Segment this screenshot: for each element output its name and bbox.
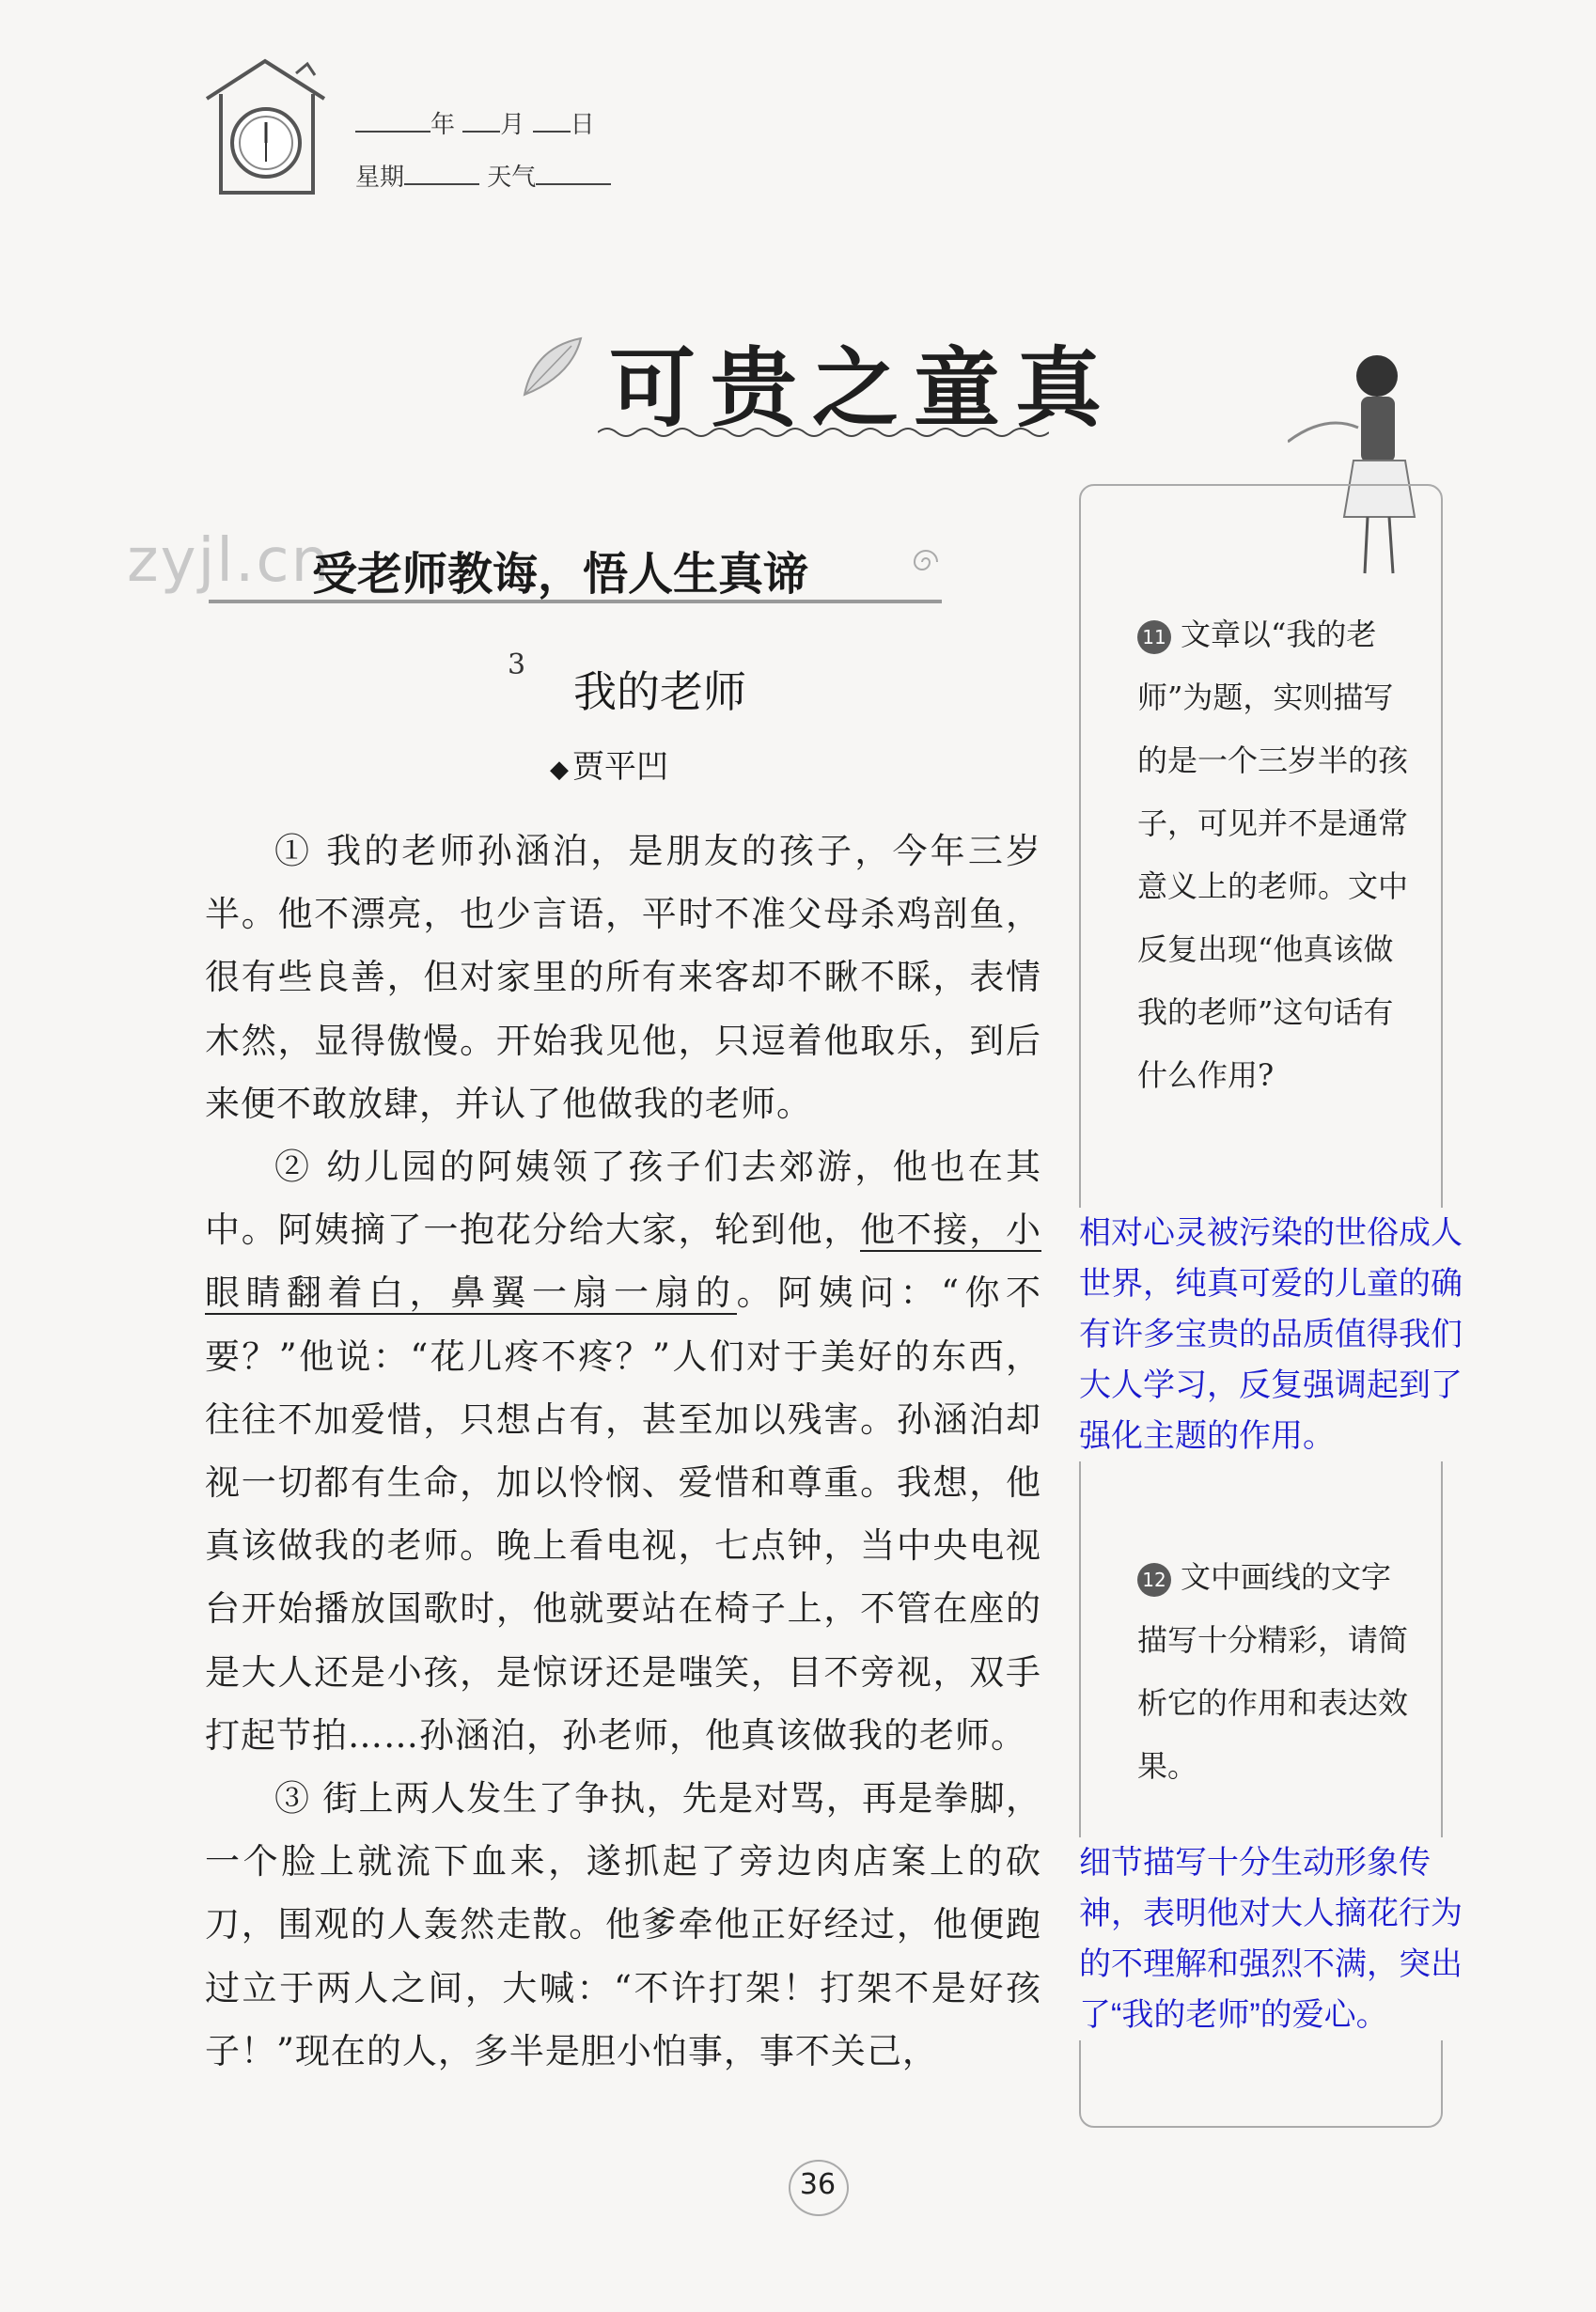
year-label: 年 <box>430 111 456 139</box>
month-label: 月 <box>500 111 525 139</box>
month-blank[interactable] <box>462 104 500 133</box>
section-underline <box>209 598 942 605</box>
section-title: 受老师教诲，悟人生真谛 <box>312 548 809 601</box>
article-title: 我的老师 <box>573 666 746 717</box>
title-wave-divider <box>598 423 1049 442</box>
page-title: 可贵之童真 <box>609 337 1118 439</box>
watermark: zyjl.cn <box>127 526 332 596</box>
paragraph-2-text-b: 。阿姨问：“你不要？”他说：“花儿疼不疼？”人们对于美好的东西，往往不加爱惜，只想占有，甚至加以残害。孙涵泊却视一切都有生命，加以怜悯、爱惜和尊重。我想，他真该做我的老师。晚上看电视，七点钟，当中央电视台开始播放国歌时，他就要站在椅子上，不管在座的是大人还是小孩，是惊讶还是嗤笑，目不旁视，双手打起节拍……孙涵泊，孙老师，他真该做我的老师。 <box>205 1273 1042 1756</box>
page-number: 36 <box>785 2152 851 2218</box>
article-author: ◆ 贾平凹 <box>550 741 668 787</box>
question-11 <box>1137 603 1419 1107</box>
paragraph-3: ③ 街上两人发生了争执，先是对骂，再是拳脚，一个脸上就流下血来，遂抓起了旁边肉店案上的砍刀，围观的人轰然走散。他爹牵他正好经过，他便跑过立于两人之间，大喊：“不许打架！打架不是好孩子！”现在的人，多半是胆小怕事，事不关己， <box>205 1778 1041 2071</box>
article-number: 3 <box>508 648 526 681</box>
question-11-text: 文章以“我的老师”为题，实则描写的是一个三岁半的孩子，可见并不是通常意义上的老师。文中反复出现“他真该做我的老师”这句话有什么作用? <box>1137 617 1409 1093</box>
paragraph-2 <box>205 1135 1041 1767</box>
answer-11: 相对心灵被污染的世俗成人世界，纯真可爱的儿童的确有许多宝贵的品质值得我们大人学习，反复强调起到了强化主题的作用。 <box>1079 1208 1493 1461</box>
article-body <box>205 820 1041 2083</box>
paragraph-1: ① 我的老师孙涵泊，是朋友的孩子，今年三岁半。他不漂亮，也少言语，平时不准父母杀鸡剖鱼，很有些良善，但对家里的所有来客却不瞅不睬，表情木然，显得傲慢。开始我见他，只逗着他取乐，到后来便不敢放肆，并认了他做我的老师。 <box>205 831 1041 1124</box>
date-line <box>355 99 611 151</box>
swirl-decoration-icon <box>898 543 954 581</box>
question-12 <box>1137 1546 1419 1798</box>
date-weather-block <box>355 99 611 204</box>
question-12-text: 文中画线的文字描写十分精彩，请简析它的作用和表达效果。 <box>1137 1559 1409 1784</box>
paragraph-2-text-a: ② 幼儿园的阿姨领了孩子们去郊游，他也在其中。阿姨摘了一抱花分给大家，轮到他， <box>205 1147 1041 1251</box>
weekday-weather-line <box>355 151 611 204</box>
weather-blank[interactable] <box>536 157 611 185</box>
underlined-sentence: 他不接，小眼睛翻着白，鼻翼一扇一扇的 <box>205 1210 1042 1314</box>
weekday-blank[interactable] <box>404 157 479 185</box>
weather-label: 天气 <box>487 164 537 192</box>
day-blank[interactable] <box>533 104 571 133</box>
day-label: 日 <box>570 111 595 139</box>
clock-house-icon <box>202 56 329 197</box>
question-number-badge: 12 <box>1137 1563 1171 1597</box>
year-blank[interactable] <box>355 104 430 133</box>
weekday-label: 星期 <box>355 164 405 192</box>
answer-12: 细节描写十分生动形象传神，表明他对大人摘花行为的不理解和强烈不满，突出了“我的老师”的爱心。 <box>1079 1837 1493 2040</box>
leaf-decoration-icon <box>515 329 600 404</box>
question-number-badge: 11 <box>1137 620 1171 654</box>
